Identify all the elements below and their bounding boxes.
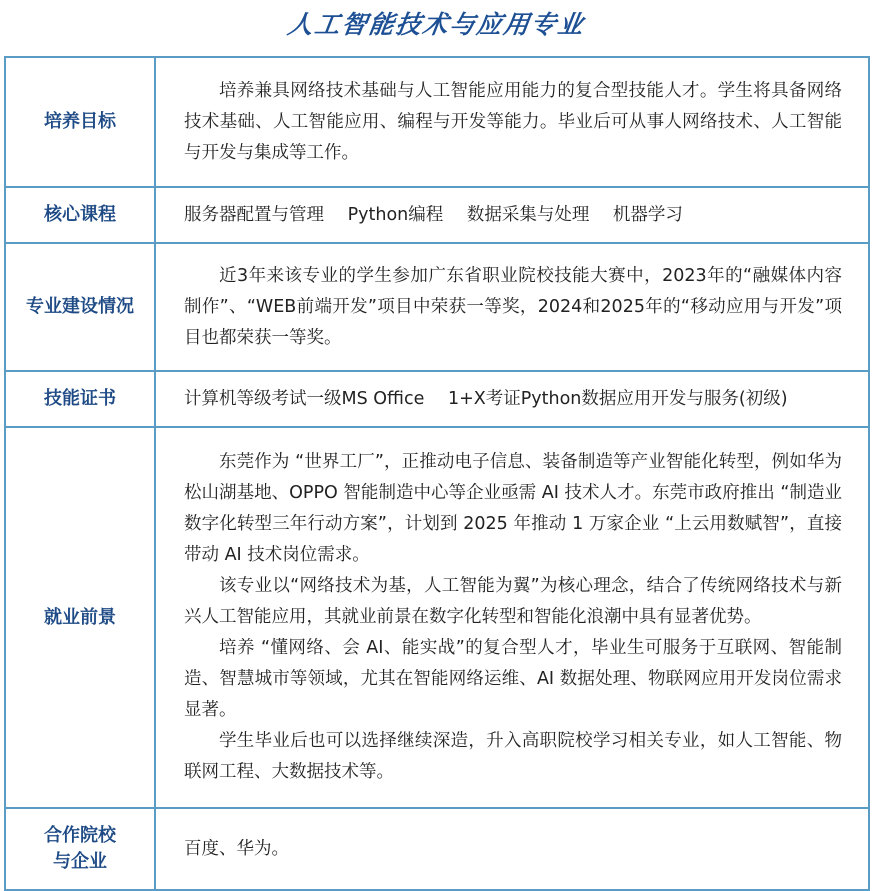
table-row-certificates [5,371,869,427]
program-info-table [4,56,870,891]
course-item: 机器学习 [612,204,683,225]
paragraph: 培养兼具网络技术基础与人工智能应用能力的复合型技能人才。学生将具备网络技术基础、人工智能应用、编程与开发等能力。毕业后可从事人网络技术、人工智能与开发与集成等工作。 [184,80,842,163]
table-row-core-courses [5,187,869,243]
page-title-bar [0,0,874,46]
row-content [155,187,869,243]
paragraph: 近3年来该专业的学生参加广东省职业院校技能大赛中，2023年的“融媒体内容制作”、“WEB前端开发”项目中荣获一等奖，2024和2025年的“移动应用与开发”项目也都荣获一等奖。 [184,265,842,348]
row-label: 就业前景 [5,427,155,808]
row-content [155,427,869,808]
row-label-line: 与企业 [53,851,107,872]
row-label: 核心课程 [5,187,155,243]
paragraph: 东莞作为 “世界工厂”，正推动电子信息、装备制造等产业智能化转型，例如华为松山湖基地、OPPO 智能制造中心等企业亟需 AI 技术人才。东莞市政府推出 “制造业数字化转型三年行动方案”，计划到 2025 年推动 1 万家企业 “上云用数赋智”，直接带动 AI 技术岗位需求。 [184,452,842,565]
row-label [5,808,155,890]
certificate-item: 计算机等级考试一级MS Office [184,388,425,409]
table-row-program-development [5,243,869,371]
row-content [155,808,869,890]
paragraph: 培养 “懂网络、会 AI、能实战”的复合型人才，毕业生可服务于互联网、智能制造、智慧城市等领域，尤其在智能网络运维、AI 数据处理、物联网应用开发岗位需求显著。 [184,638,842,720]
row-content [155,243,869,371]
table-row-training-goal [5,57,869,187]
row-label: 培养目标 [5,57,155,187]
row-content [155,57,869,187]
course-item: 数据采集与处理 [466,204,590,225]
certificate-item: 1+X考证Python数据应用开发与服务(初级) [447,388,788,409]
table-row-partners [5,808,869,890]
paragraph: 该专业以“网络技术为基，人工智能为翼”为核心理念，结合了传统网络技术与新兴人工智能应用，其就业前景在数字化转型和智能化浪潮中具有显著优势。 [184,576,842,627]
paragraph: 学生毕业后也可以选择继续深造，升入高职院校学习相关专业，如人工智能、物联网工程、大数据技术等。 [184,731,842,782]
table-row-career-prospects [5,427,869,808]
partners-text: 百度、华为。 [184,838,289,859]
course-item: 服务器配置与管理 [184,204,324,225]
row-label-line: 合作院校 [44,825,116,846]
row-label: 技能证书 [5,371,155,427]
page-title: 人工智能技术与应用专业 [286,10,588,39]
course-item: Python编程 [347,204,444,225]
row-label: 专业建设情况 [5,243,155,371]
row-content [155,371,869,427]
